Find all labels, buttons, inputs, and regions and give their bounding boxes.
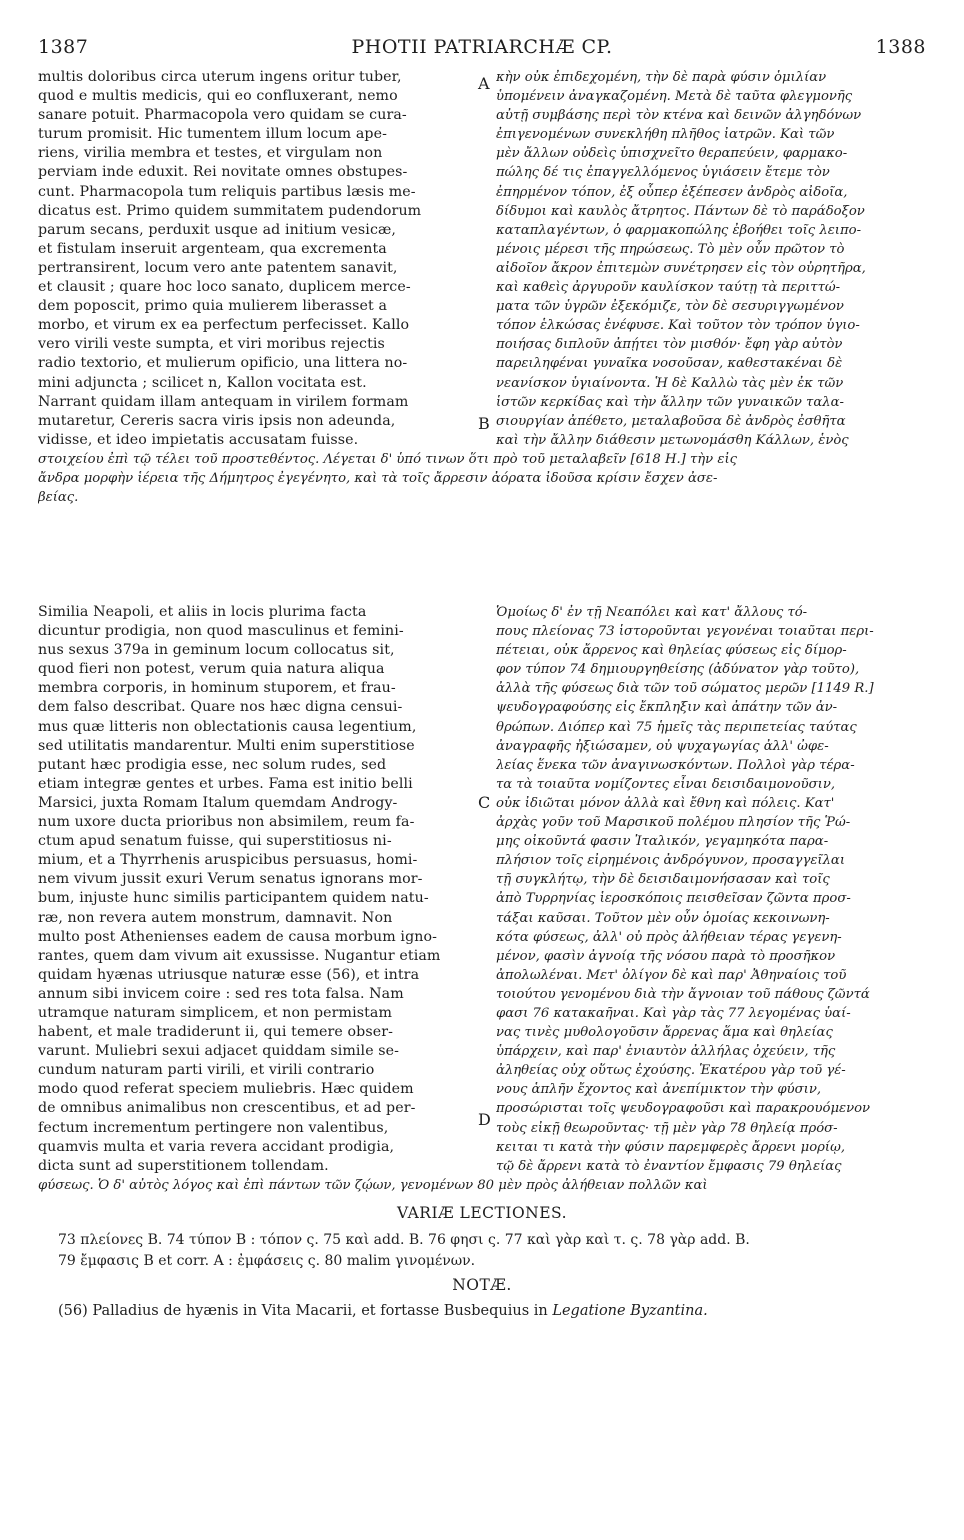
text-line: πέτειαι, οὐκ ἄρρενος καὶ θηλείας φύσεως εἰς δίμορ- [496,643,847,659]
text-line: μένον, φασὶν ἀγνοίᾳ τῆς νόσου παρὰ τὸ προσῆκον [496,948,836,964]
text-line: δίδυμοι καὶ καυλὸς ἄτρητος. Πάντων δὲ τὸ παράδοξον [496,203,865,219]
note-italic-title: Legatione Byzantina. [552,1303,708,1319]
text-line: membra corporis, in hominum stuporem, et frau- [38,680,396,697]
text-line: dicuntur prodigia, non quod masculinus et femini- [38,623,404,640]
text-line: quidam hyænas utriusque naturæ esse (56), et intra [38,966,420,983]
text-line: cunt. Pharmacopola tum reliquis partibus læsis me- [38,183,416,200]
full-width-line: στοιχείου ἐπὶ τῷ τέλει τοῦ προστεθέντος. Λέγεται δ' ὑπό τινων ὅτι πρὸ τοῦ μεταλαβεῖν [618 H.] τὴν εἰς [38,452,738,467]
text-line: καταπλαγέντων, ὁ φαρμακοπώλης ἐβοήθει τοῖς λειπο- [496,222,862,238]
text-line: κειται τι κατὰ τὴν φύσιν παρεμφερὲς ἄρρενι μορίῳ, [496,1139,846,1155]
text-line: ἀπολωλέναι. Μετ' ὀλίγον δὲ καὶ παρ' Ἀθηναίοις τοῦ [496,967,847,983]
text-line: ὑπάρχειν, καὶ παρ' ἐνιαυτὸν ἀλλήλας ὀχεύειν, τῆς [496,1044,836,1060]
text-line: σιουργίαν ἀπέθετο, μεταλαβοῦσα δὲ ἀνδρὸς ἐσθῆτα [496,413,846,429]
page-number-right: 1388 [875,36,926,58]
text-line: παρειληφέναι γυναῖκα νοσοῦσαν, καθεστακέναι δὲ [496,356,843,372]
margin-letter-b: B [478,414,490,433]
text-line: vidisse, et ideo impietatis accusatam fuisse. [38,431,359,448]
text-line: num uxore ducta prioribus non absimilem, reum fa- [38,814,415,831]
latin-column-2 [38,603,476,1176]
text-line: τάξαι καῦσαι. Τοῦτον μὲν οὖν ὁμοίας κεκοινωνη- [496,910,830,926]
text-line: Similia Neapoli, et aliis in locis plurima facta [38,604,367,620]
text-line: utramque naturam simplicem, et non permistam [38,1004,393,1021]
text-line: μένοις μέρεσι τῆς πηρώσεως. Τὸ μὲν οὖν πρῶτον τὸ [496,241,845,257]
text-line: πλήσιον τοῖς εἰρημένοις ἀνδρόγυνον, προσαγγεῖλαι [496,853,846,869]
margin-letter-d: D [478,1110,491,1129]
text-line: pertransirent, locum vero ante patentem sanavit, [38,259,398,276]
text-line: ctum apud senatum fuisse, qui superstitiosus ni- [38,833,392,850]
text-line: τόπον ἑλκώσας ἐνέφυσε. Καὶ τοῦτον τὸν τρόπον ὑγιο- [496,318,860,334]
text-line: ἀναγραφῆς ἠξιώσαμεν, οὐ ψυχαγωγίας ἀλλ' ὠφε- [496,738,829,754]
text-line: putant hæc prodigia esse, nec solum rudes, sed [38,756,387,773]
text-line: ἐπηρμένον τόπον, ἐξ οὗπερ ἐξέπεσεν ἀνδρὸς αἰδοῖα, [496,184,848,200]
text-line: κότα φύσεως, ἀλλ' οὐ πρὸς ἀλήθειαν τέρας γεγενη- [496,929,842,945]
text-line: bum, injuste hunc similis participantem quidem natu- [38,890,429,907]
text-line: multo post Athenienses eadem de causa morbum igno- [38,928,438,945]
variae-line-2: 79 ἔμφασις B et corr. A : ἐμφάσεις ς. 80 malim γινομένων. [58,1253,476,1269]
text-line: θρώπων. Διόπερ καὶ 75 ἡμεῖς τὰς περιπετείας ταύτας [496,719,857,735]
text-line: radio textorio, et mulierum opificio, una littera no- [38,355,408,372]
text-line: habent, et male tradiderunt ii, qui temere obser- [38,1024,393,1041]
text-line: mus quæ litteris non oblectationis causa legentium, [38,718,417,735]
running-title: PHOTII PATRIARCHÆ CP. [351,36,613,58]
text-line: multis doloribus circa uterum ingens oritur tuber, [38,69,402,85]
text-line: quamvis multa et varia revera accidant prodigia, [38,1138,395,1155]
text-line: mium, et a Thyrrhenis aruspicibus persuasus, homi- [38,852,418,869]
text-line: ἀλλὰ τῆς φύσεως διὰ τῶν τοῦ σώματος μερῶν [1149 R.] [496,681,874,697]
text-line: vero virili veste sumpta, et viri moribus rejectis [38,336,385,353]
text-line: modo quod referat speciem muliebris. Hæc quidem [38,1081,414,1098]
latin-column-1 [38,68,476,450]
text-line: dicta sunt ad superstitionem tollendam. [38,1157,329,1174]
page-number-left: 1387 [38,36,89,58]
text-line: rantes, quem dam vivum ait exussisse. Nugantur etiam [38,947,441,964]
text-line: quod e multis medicis, qui eo confluxerant, nemo [38,88,398,105]
text-line: Marsici, juxta Romam Italum quemdam Androgy- [38,794,398,811]
text-line: et clausit ; quare hoc loco sanato, duplicem merce- [38,279,411,296]
text-line: mini adjuncta ; scilicet n, Kallon vocitata est. [38,374,367,391]
text-line: πους πλείονας 73 ἱστοροῦνται γεγονέναι τοιαῦται περι- [496,624,874,640]
text-line: φον τύπον 74 δημιουργηθείσης (ἀδύνατον γὰρ τοῦτο), [496,662,860,678]
text-line: οὐκ ἰδιῶται μόνον ἀλλὰ καὶ ἔθνη καὶ πόλεις. Κατ' [496,795,835,811]
text-line: parum secans, perduxit usque ad initium vesicæ, [38,221,397,238]
text-line: τοιούτου γενομένου διὰ τὴν ἄγνοιαν τοῦ πάθους ζῶντά [496,986,870,1002]
text-line: morbo, et virum ex ea perfectum perfecisset. Kallo [38,317,410,334]
text-line: mutaretur, Cereris sacra viris ipsis non adeunda, [38,412,396,429]
text-line: ὑπομένειν ἀναγκαζομένη. Μετὰ δὲ ταῦτα φλεγμονῆς [496,89,853,105]
text-line: τῷ δὲ ἄρρενι κατὰ τὸ ἐναντίον ἔμφασις 79 θηλείας [496,1158,842,1174]
text-line: καὶ τὴν ἄλλην διάθεσιν μετωνομάσθη Κάλλων, ἑνὸς [496,432,849,448]
text-line: φασι 76 κατακαῆναι. Καὶ γὰρ τὰς 77 λεγομένας ὑαί- [496,1005,851,1021]
text-line: quod fieri non potest, verum quia natura aliqua [38,661,385,678]
text-line: ποιήσας διπλοῦν ἀπῄτει τὸν μισθόν· ἔφη γὰρ αὐτὸν [496,337,843,353]
text-line: ἀληθείας οὐχ οὕτως ἐχούσης. Ἑκατέρου γὰρ τοῦ γέ- [496,1063,846,1079]
variae-heading: VARIÆ LECTIONES. [396,1204,568,1222]
text-line: sanare potuit. Pharmacopola vero quidam se cura- [38,107,407,124]
text-line: et fistulam inseruit argenteam, qua excrementa [38,240,387,257]
text-line: ψευδογραφούσης εἰς ἔκπληξιν καὶ ἀπάτην τῶν ἀν- [496,700,838,716]
text-line: προσώρισται τοῖς ψευδογραφοῦσι καὶ παρακρουόμενον [496,1101,871,1117]
note-56 [58,1300,938,1322]
text-line: dem poposcit, primo quia mulierem liberasset a [38,298,388,315]
text-line: αὐτῇ συμβάσης περὶ τὸν κτένα καὶ δεινῶν ἀλγηδόνων [496,108,862,124]
greek-column-2 [496,603,926,1176]
text-line: dicatus est. Primo quidem summitatem pudendorum [38,202,422,219]
text-line: sed utilitatis mandarentur. Multi enim superstitiose [38,737,415,754]
variae-line-1: 73 πλείονες B. 74 τύπον B : τόπον ς. 75 καὶ add. B. 76 φησι ς. 77 καὶ γὰρ καὶ τ. ς. 78 γὰρ add. B. [58,1232,750,1248]
text-line: τῇ συγκλήτῳ, τὴν δὲ δεισιδαιμονήσασαν καὶ τοῖς [496,872,830,888]
note-text: (56) Palladius de hyænis in Vita Macarii, et fortasse Busbequius in [58,1303,548,1319]
text-line: κὴν οὐκ ἐπιδεχομένη, τὴν δὲ παρὰ φύσιν ὁμιλίαν [496,70,827,85]
text-line: νεανίσκον ὑγιαίνοντα. Ἡ δὲ Καλλὼ τὰς μὲν ἐκ τῶν [496,375,844,391]
text-line: ἐπιγενομένων συνεκλήθη πλῆθος ἰατρῶν. Καὶ τῶν [496,127,835,143]
text-line: ἱστῶν κερκίδας καὶ τὴν ἄλλην τῶν γυναικῶν ταλα- [496,394,844,410]
greek-column-1 [496,68,926,450]
text-line: cundum naturam parti virili, et virili contrario [38,1062,375,1079]
text-line: μὲν ἄλλων οὐδεὶς ὑπισχνεῖτο θεραπεύειν, φαρμακο- [496,146,848,162]
text-line: Narrant quidam illam antequam in virilem formam [38,393,409,410]
text-line: nus sexus 379a in geminum locum collocatus sit, [38,642,395,659]
text-line: πώλης δέ τις ἐπαγγελλόμενος ὑγιάσειν ἔτεμε τὸν [496,165,830,181]
text-line: ἀπὸ Τυρρηνίας ἱεροσκόποις πεισθεῖσαν ζῶντα προσ- [496,891,851,907]
text-line: νας τινὲς μυθολογοῦσιν ἄρρενας ἅμα καὶ θηλείας [496,1025,833,1041]
text-line: τοὺς εἰκῇ θεωροῦντας· τῇ μὲν γὰρ 78 θηλείᾳ πρόσ- [496,1120,838,1136]
text-line: λείας ἕνεκα τῶν ἀναγινωσκόντων. Πολλοὶ γὰρ τέρα- [496,757,855,773]
margin-letter-a: A [478,74,490,93]
text-line: αἰδοῖον ἄκρον ἐπιτεμὼν συνέτρησεν εἰς τὸν οὐρητῆρα, [496,260,866,276]
text-line: τα τὰ τοιαῦτα νομίζοντες εἶναι δεισιδαιμονοῦσιν, [496,776,836,792]
full-width-line: ἄνδρα μορφὴν ἱέρεια τῆς Δήμητρος ἐγεγένητο, καὶ τὰ τοῖς ἄρρεσιν ἀόρατα ἰδοῦσα κρίσιν ἔσχεν ἀσε- [38,471,718,487]
text-line: ræ, non revera autem monstrum, damnavit. Non [38,909,393,926]
running-header [38,36,926,62]
text-line: de omnibus animalibus non crescentibus, et ad per- [38,1100,416,1117]
notae-heading: NOTÆ. [452,1276,512,1294]
text-line: μης οἰκοῦντά φασιν Ἰταλικόν, γεγαμηκότα παρα- [496,834,829,850]
text-line: ματα τῶν ὑγρῶν ἐξεκόμιζε, τὸν δὲ σεσυριγγωμένον [496,299,844,315]
text-line: καὶ καθεὶς ἀργυροῦν καυλίσκον ταύτῃ τὰ περιττώ- [496,280,841,296]
text-line: etiam integræ gentes et urbes. Fama est initio belli [38,775,413,792]
text-line: Ὁμοίως δ' ἐν τῇ Νεαπόλει καὶ κατ' ἄλλους τό- [496,605,808,620]
text-line: fectum incrementum pertingere non valentibus, [38,1119,389,1136]
text-line: ἀρχὰς γοῦν τοῦ Μαρσικοῦ πολέμου πλησίον τῆς Ῥώ- [496,815,851,831]
margin-letter-c: C [478,793,491,812]
text-line: riens, virilia membra et testes, et virgulam non [38,145,383,162]
full-width-line: φύσεως. Ὁ δ' αὐτὸς λόγος καὶ ἐπὶ πάντων τῶν ζῴων, γενομένων 80 μὲν πρὸς ἀλήθειαν πολλῶν καὶ [38,1178,708,1193]
text-line: νους ἁπλῆν ἔχοντος καὶ ἀνεπίμικτον τὴν φύσιν, [496,1082,822,1098]
text-line: annum sibi invicem coire : sed res tota falsa. Nam [38,985,404,1002]
text-line: turum promisit. Hic tumentem illum locum ape- [38,126,387,143]
full-width-line: βείας. [38,490,79,506]
text-line: varunt. Muliebri sexui adjacet quiddam simile se- [38,1043,400,1060]
text-line: nem vivum jussit exuri Verum senatus ignorans mor- [38,871,423,888]
text-line: perviam inde eduxit. Rei novitate omnes obstupes- [38,164,408,181]
text-line: dem falso describat. Quare nos hæc digna censui- [38,699,403,716]
